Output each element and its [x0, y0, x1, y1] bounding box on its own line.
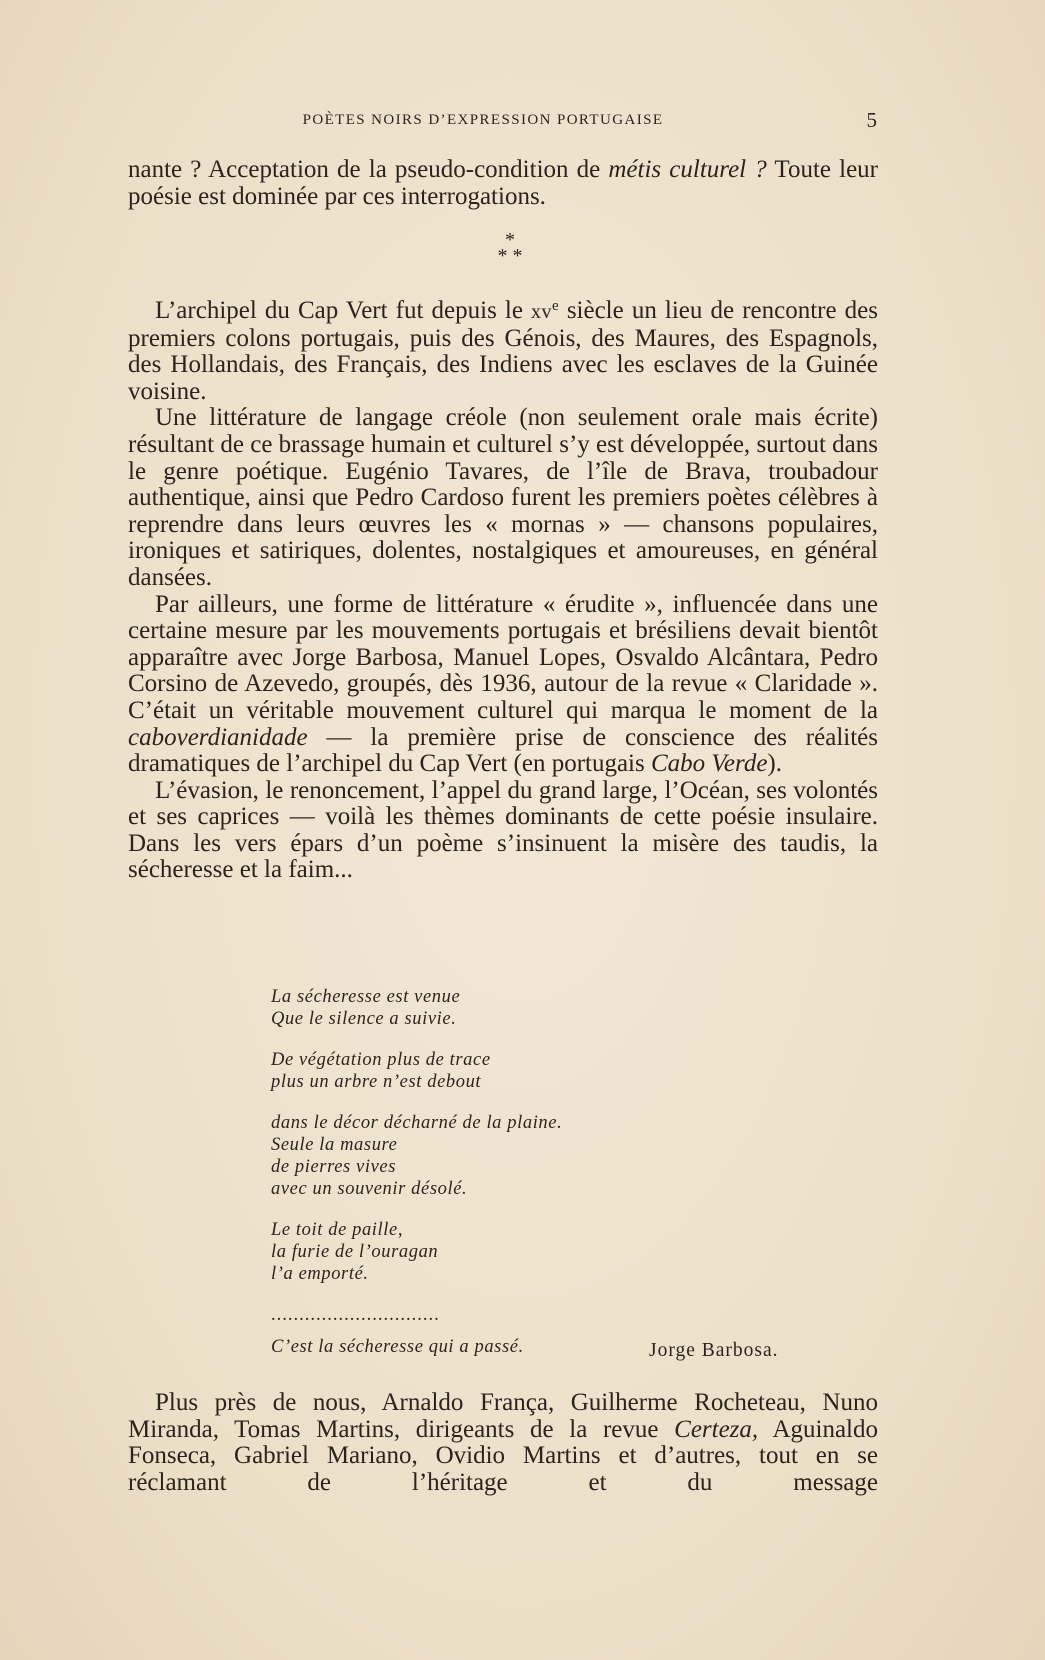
paragraph-closing [128, 1390, 878, 1496]
poem-line: avec un souvenir désolé. [271, 1179, 468, 1199]
poem-line: Le toit de paille, [271, 1220, 404, 1240]
poem-quote [271, 986, 831, 1358]
running-title: POÈTES NOIRS D’EXPRESSION PORTUGAISE [302, 112, 664, 128]
main-text [128, 298, 878, 884]
page-number: 5 [866, 108, 877, 132]
poem-line: l’a emporté. [271, 1264, 369, 1284]
century-superscript: e [552, 298, 559, 314]
paragraph-creole: Une littérature de langage créole (non seulement orale mais écrite) résultant de ce brassage humain et culturel s’y est développée, surtout dans le genre poétique. Eugénio Tavares, de l’île de Brava, troubadour authentique, ainsi que Pedro Cardoso furent les premiers poètes célèbres à reprendre dans leurs œuvres les « mornas » — chansons populaires, ironiques et satiriques, dolentes, nostalgiques et amoureuses, en général dansées. [128, 404, 878, 591]
poem-line: de pierres vives [271, 1157, 397, 1177]
paragraph-archipel-a: L’archipel du Cap Vert fut depuis le [155, 297, 532, 324]
intro-text-b: Toute leur poésie est dominée par ces interrogations. [128, 156, 878, 210]
intro-text [128, 157, 878, 210]
poem-author: Jorge Barbosa. [649, 1340, 779, 1361]
closing-text [128, 1390, 878, 1496]
poem-line: la furie de l’ouragan [271, 1242, 439, 1262]
poem-line: De végétation plus de trace [271, 1050, 491, 1070]
paragraph-erudite-b: — la première prise de conscience des réalités dramatiques de l’archipel du Cap Vert (en portugais [128, 723, 878, 778]
poem-stanza [271, 1112, 831, 1200]
century-numeral: xv [531, 301, 553, 323]
poem-stanza [271, 986, 831, 1030]
paragraph-erudite [128, 592, 878, 778]
running-head [128, 112, 878, 129]
term-cabo-verde: Cabo Verde [651, 750, 768, 778]
paragraph-closing-b: Aguinaldo Fonseca, Gabriel Mariano, Ovidio Martins et d’autres, tout en se réclamant de l’héritage et du message [128, 1415, 878, 1496]
paragraph-archipel [128, 298, 878, 405]
poem-line: Seule la masure [271, 1135, 398, 1155]
paragraph-erudite-c: ). [767, 750, 782, 778]
poem-line: dans le décor décharné de la plaine. [271, 1113, 563, 1133]
paragraph-archipel-b: siècle un lieu de rencontre des premiers colons portugais, puis des Génois, des Maures, des Espagnols, des Hollandais, des Français, des Indiens avec les esclaves de la Guinée voisine. [128, 297, 878, 405]
poem-line: plus un arbre n’est debout [271, 1072, 482, 1092]
asterism-separator [485, 229, 535, 267]
intro-italic: métis culturel ? [608, 156, 767, 183]
asterism-top: * [505, 229, 515, 251]
intro-text-a: nante ? Acceptation de la pseudo-condition de [128, 156, 609, 183]
paragraph-closing-a: Plus près de nous, Arnaldo França, Guilherme Rocheteau, Nuno Miranda, Tomas Martins, dirigeants de la revue [128, 1389, 878, 1443]
journal-certeza: Certeza, [674, 1415, 759, 1443]
poem-ellipsis: .............................. [271, 1305, 440, 1325]
poem-stanza [271, 1049, 831, 1093]
paragraph-erudite-a: Par ailleurs, une forme de littérature « érudite », influencée dans une certaine mesure par les mouvements portugais et brésiliens devait bientôt apparaître avec Jorge Barbosa, Manuel Lopes, Osvaldo Alcântara, Pedro Corsino de Azevedo, groupés, dès 1936, autour de la revue « Claridade ». C’était un véritable mouvement culturel qui marqua le moment de la [128, 590, 878, 724]
paragraph-evasion: L’évasion, le renoncement, l’appel du grand large, l’Océan, ses volontés et ses caprices — voilà les thèmes dominants de cette poésie insulaire. Dans les vers épars d’un poème s’insinuent la misère des taudis, la sécheresse et la faim... [128, 776, 878, 884]
term-caboverdianidade: caboverdianidade [128, 723, 308, 751]
poem-stanza [271, 1219, 831, 1285]
poem-line: La sécheresse est venue [271, 987, 461, 1007]
poem-line: Que le silence a suivie. [271, 1009, 457, 1029]
asterism-bottom: * * [497, 245, 523, 267]
intro-paragraph [128, 157, 878, 210]
poem-final-line: C’est la sécheresse qui a passé. [271, 1337, 524, 1357]
